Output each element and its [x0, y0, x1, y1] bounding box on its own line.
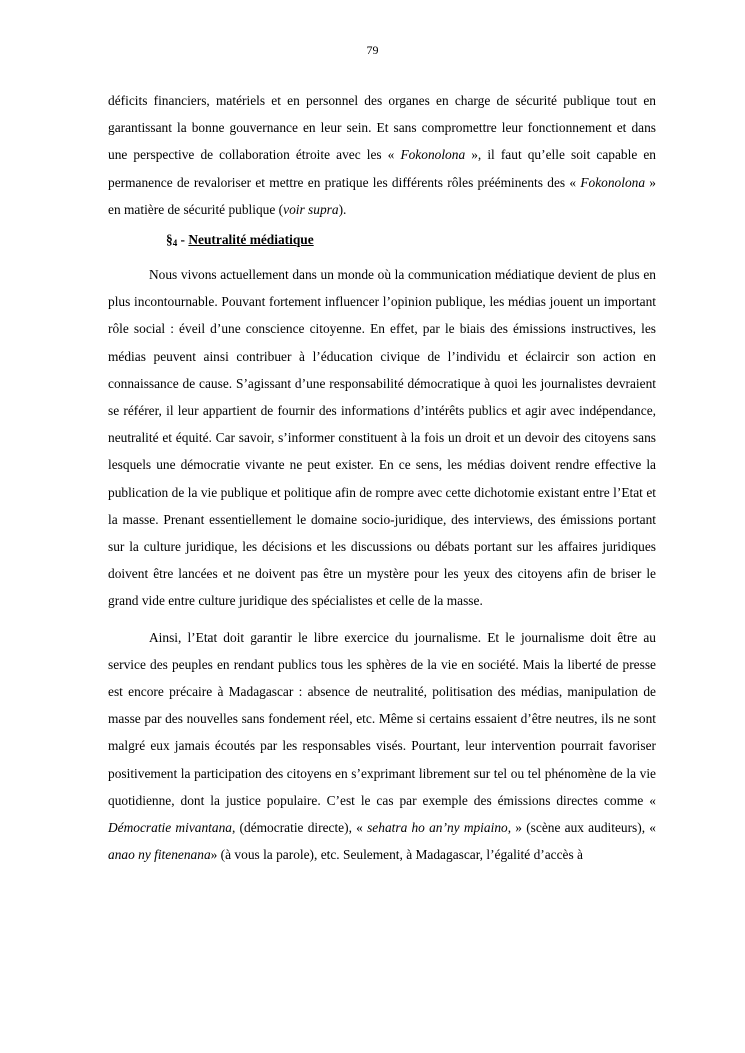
paragraph-2: Nous vivons actuellement dans un monde où la communication médiatique devient de plus en plus incontournable. Pouvant fortement influencer l’opinion publique, les médias jouent un important rôle social : éveil d’une conscience citoyenne. En effet, par le biais des émissions instructives, les médias peuvent ainsi contribuer à l’éducation civique de l’individu et éclaircir son action en connaissance de cause. S’agissant d’une responsabilité démocratique à quoi les journalistes devraient se référer, il leur appartient de fournir des informations d’intérêts publics et agir avec indépendance, neutralité et équité. Car savoir, s’informer constituent à la fois un droit et un devoir des citoyens sans lesquels une démocratie vivante ne peut exister. En ce sens, les médias doivent rendre effective la publication de la vie publique et politique afin de rompre avec cette dichotomie existant entre l’Etat et la masse. Prenant essentiellement le domaine socio-juridique, des interviews, des émissions portant sur la culture juridique, les décisions et les discussions ou débats portant sur les affaires juridiques doivent être lancées et ne doivent pas être un mystère pour les yeux des citoyens afin de briser le grand vide entre culture juridique des spécialistes et celle de la masse.	[108, 267, 656, 609]
italic-term: Fokonolona	[580, 174, 646, 190]
italic-term: anao ny fitenenana	[108, 847, 211, 863]
heading-separator: -	[177, 232, 189, 248]
section-heading	[166, 226, 656, 257]
section-number	[166, 232, 177, 247]
text-run: , » (scène aux auditeurs), «	[507, 820, 656, 836]
text-run: Ainsi, l’Etat doit garantir le libre exercice du journalisme. Et le journalisme doit être au service des peuples en rendant publics tous les sphères de la vie en société. Mais la liberté de presse est encore précaire à Madagascar : absence de neutralité, politisation des médias, manipulation de masse par des nouvelles sans fondement réel, etc. Même si certains essaient d’être neutres, ils ne sont malgré eux jamais écoutés par les responsables visés. Pourtant, leur intervention pourrait favoriser positivement la participation des citoyens en s’exprimant librement sur tel ou tel phénomène de la vie quotidienne, dont la justice populaire. C’est le cas par exemple des émissions directes comme «	[108, 629, 656, 808]
italic-term: Fokonolona	[400, 147, 466, 163]
text-run: » en matière de sécurité publique (	[108, 174, 657, 217]
page-body	[108, 87, 656, 868]
text-run: ).	[338, 201, 347, 217]
page-number: 79	[366, 43, 379, 57]
italic-term: sehatra ho an’ny mpiaino	[367, 820, 508, 836]
text-run: » (à vous la parole), etc. Seulement, à Madagascar, l’égalité d’accès à	[210, 847, 584, 863]
text-run: , (démocratie directe), «	[231, 820, 368, 836]
section-index: 4	[172, 238, 178, 249]
text-run: déficits financiers, matériels et en personnel des organes en charge de sécurité publique tout en garantissant la bonne gouvernance en leur sein. Et sans compromettre leur fonctionnement et dans une perspective de collaboration étroite avec les «	[108, 93, 656, 163]
italic-term: Démocratie mivantana	[108, 820, 232, 836]
section-symbol: §	[166, 232, 173, 248]
paragraph-3	[108, 624, 656, 869]
paragraph-1	[108, 87, 656, 223]
italic-term: voir supra	[283, 201, 339, 217]
text-run: », il faut qu’elle soit capable en permanence de revaloriser et mettre en pratique les différents rôles prééminents des «	[108, 147, 656, 190]
section-title: Neutralité médiatique	[188, 232, 314, 248]
